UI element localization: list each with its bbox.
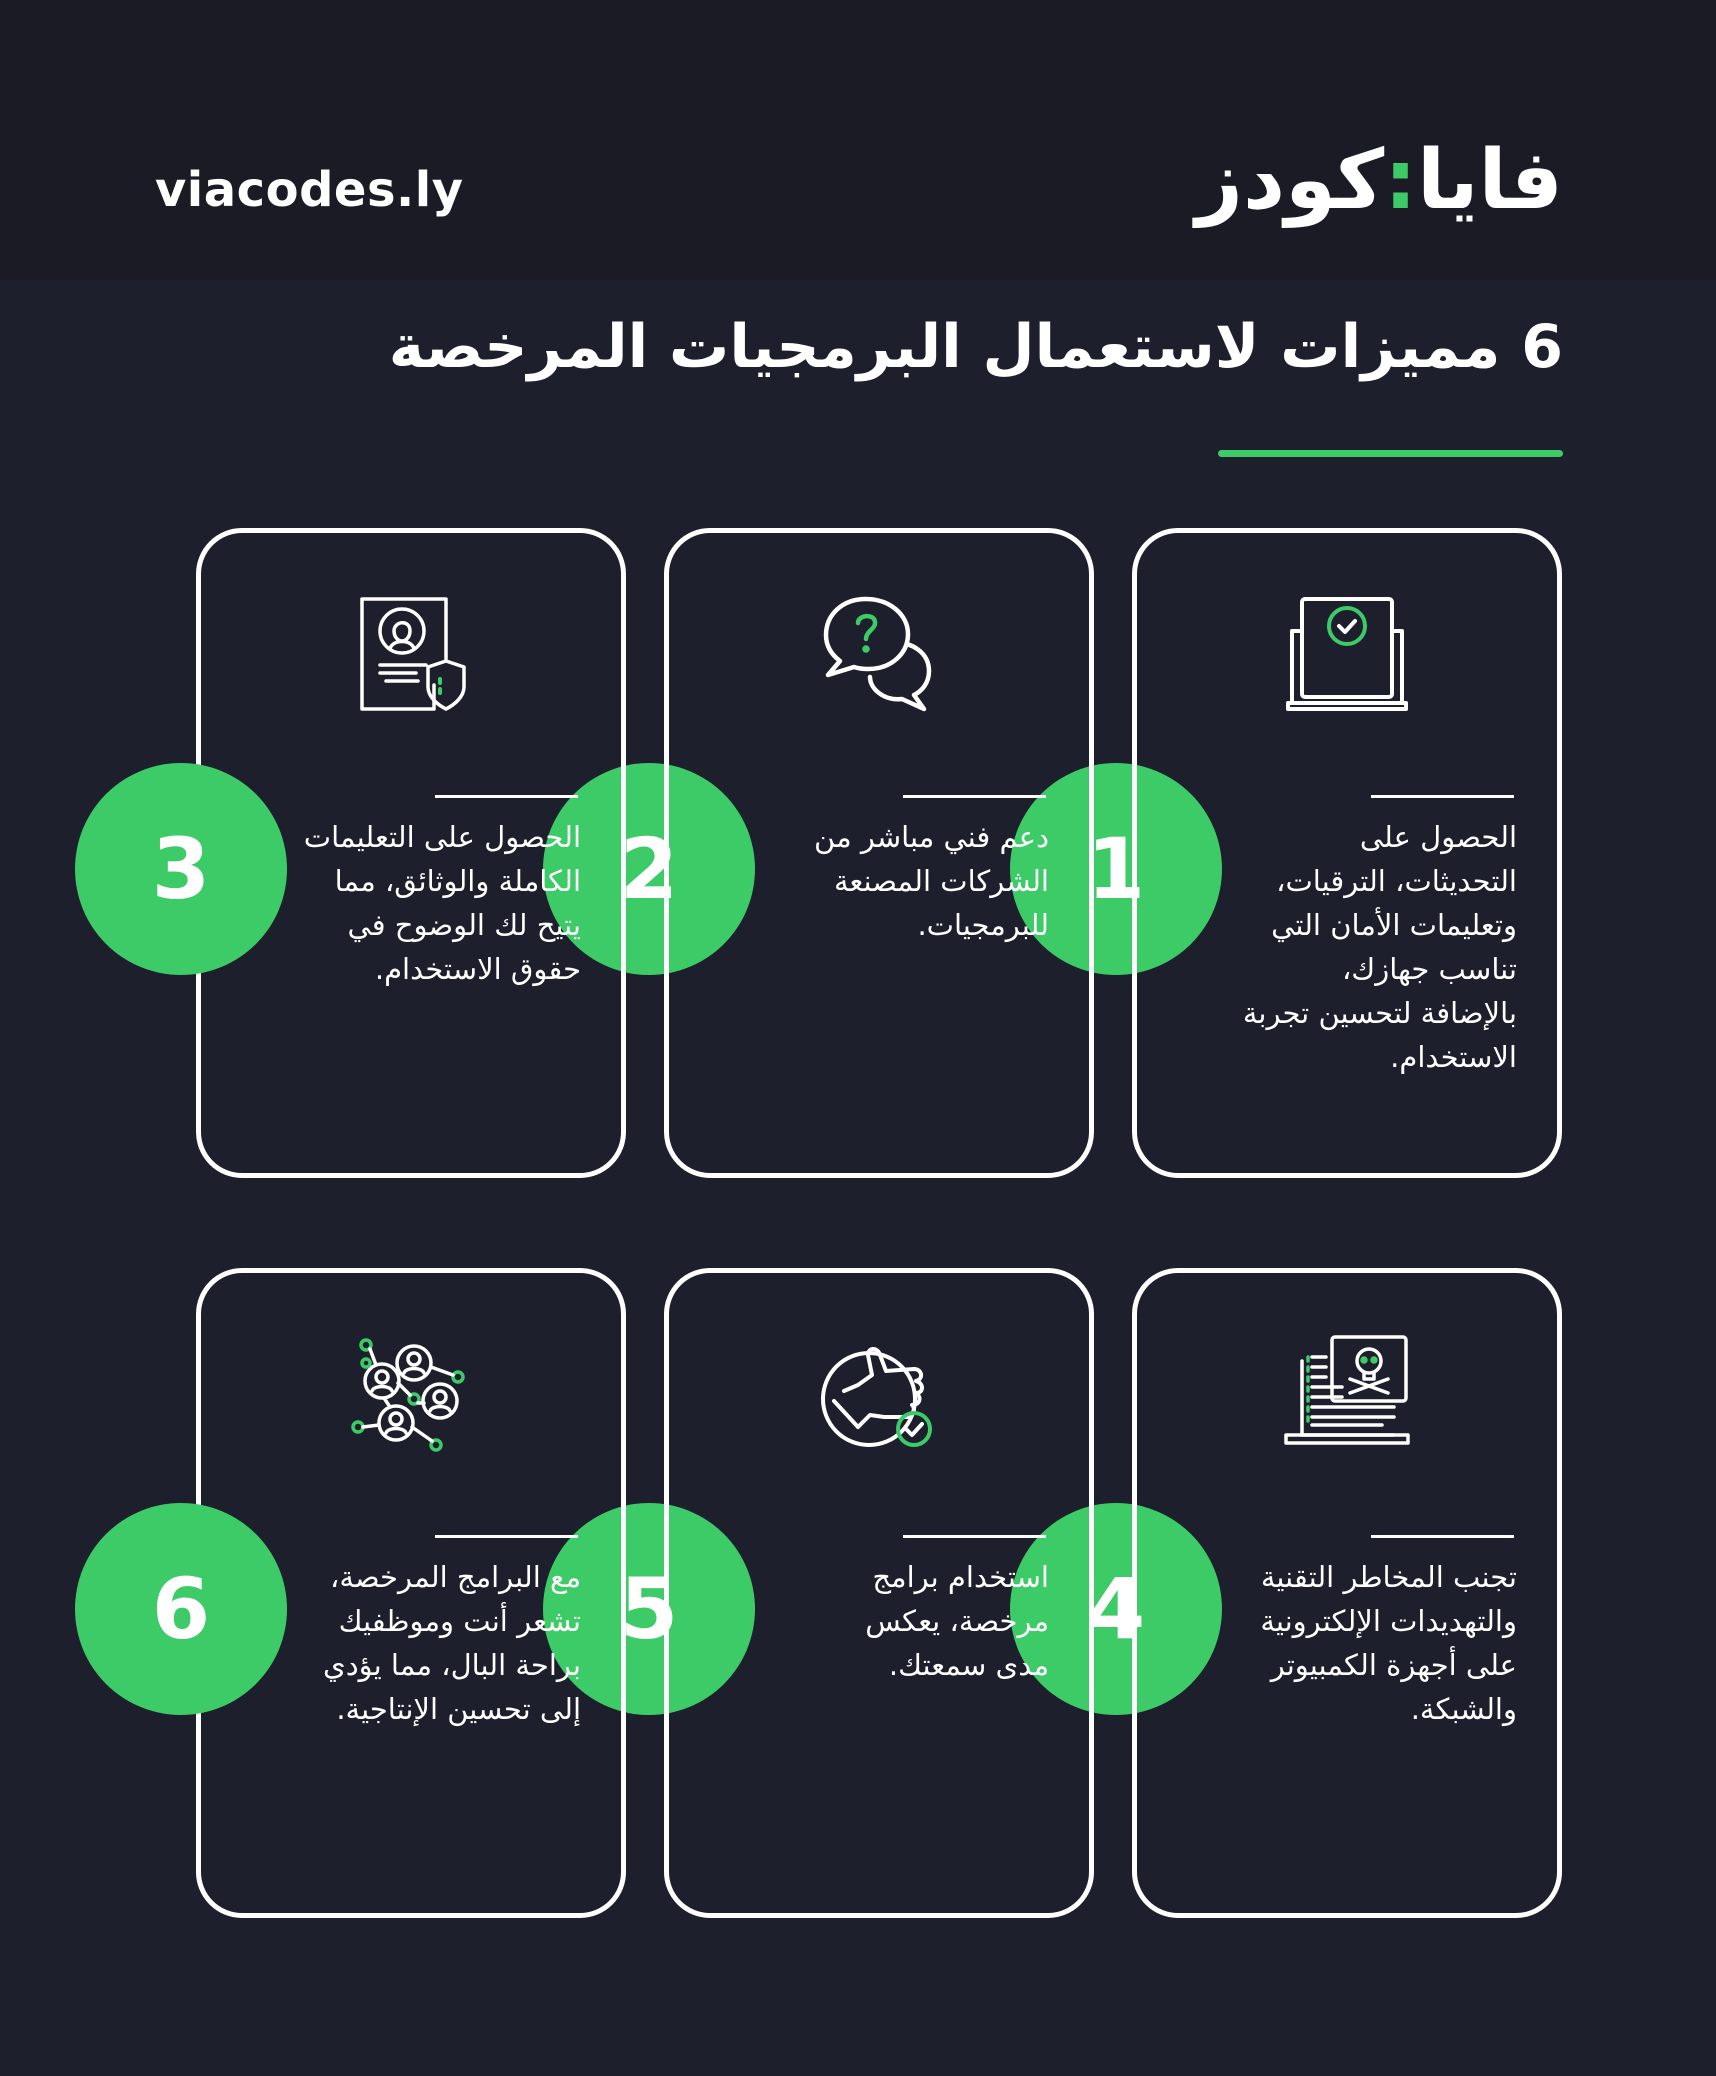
- feature-text-4: تجنب المخاطر التقنية والتهديدات الإلكترونية على أجهزة الكمبيوتر والشبكة.: [1260, 1560, 1517, 1726]
- number-badge-6: [75, 1503, 287, 1715]
- card-divider: [1371, 795, 1514, 798]
- feature-text-3: الحصول على التعليمات الكاملة والوثائق، مما يتيح لك الوضوح في حقوق الاستخدام.: [303, 820, 581, 986]
- thumbs-up-check-icon: [814, 1331, 944, 1461]
- site-url[interactable]: viacodes.ly: [155, 162, 464, 218]
- team-network-icon: [346, 1331, 476, 1461]
- feature-card-2: [664, 528, 1094, 1178]
- number-5: 5: [619, 1560, 679, 1658]
- feature-text-2: دعم فني مباشر من الشركات المصنعة للبرمجيات.: [814, 820, 1049, 942]
- laptop-skull-icon: [1282, 1331, 1412, 1461]
- number-badge-3: [75, 763, 287, 975]
- feature-text-6: مع البرامج المرخصة، تشعر أنت وموظفيك براحة البال، مما يؤدي إلى تحسين الإنتاجية.: [323, 1560, 581, 1726]
- laptop-check-icon: [1282, 591, 1412, 721]
- feature-card-4: [1132, 1268, 1562, 1918]
- number-4: 4: [1086, 1560, 1146, 1658]
- chat-question-icon: [814, 591, 944, 721]
- card-divider: [1371, 1535, 1514, 1538]
- page-title: 6 مميزات لاستعمال البرمجيات المرخصة: [388, 312, 1563, 382]
- logo-colon: :: [1384, 133, 1417, 228]
- card-divider: [903, 795, 1046, 798]
- brand-logo[interactable]: [1195, 133, 1563, 228]
- feature-text-5: استخدام برامج مرخصة، يعكس مدى سمعتك.: [865, 1560, 1049, 1682]
- card-divider: [435, 795, 578, 798]
- logo-part-2: كودز: [1195, 133, 1385, 228]
- number-2: 2: [619, 820, 679, 918]
- feature-text-1: الحصول على التحديثات، الترقيات، وتعليمات الأمان التي تناسب جهازك، بالإضافة لتحسين تجربة الاستخدام.: [1242, 820, 1517, 1074]
- number-1: 1: [1086, 820, 1146, 918]
- logo-part-1: فايا: [1416, 133, 1563, 228]
- feature-card-1: [1132, 528, 1562, 1178]
- number-6: 6: [151, 1560, 211, 1658]
- card-divider: [903, 1535, 1046, 1538]
- title-underline: [1218, 450, 1563, 457]
- number-3: 3: [151, 820, 211, 918]
- id-document-shield-icon: [346, 591, 476, 721]
- card-divider: [435, 1535, 578, 1538]
- feature-card-5: [664, 1268, 1094, 1918]
